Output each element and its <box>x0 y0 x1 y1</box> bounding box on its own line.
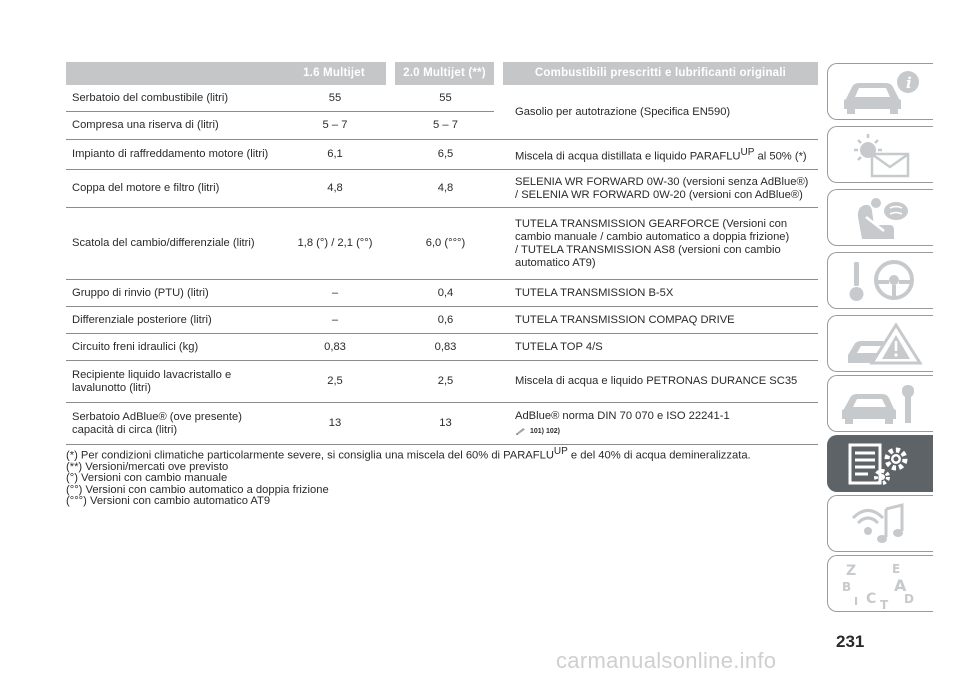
row-label: Differenziale posteriore (litri) <box>66 306 282 333</box>
page-number: 231 <box>836 632 865 651</box>
footnote: (°°) Versioni con cambio automatico a doppia frizione <box>66 483 329 496</box>
row-value-2: 6,0 (°°°) <box>395 207 494 279</box>
tab-safety[interactable] <box>827 189 933 246</box>
index-letter: D <box>903 591 914 606</box>
tab-index[interactable] <box>827 555 933 612</box>
row-product: AdBlue® norma DIN 70 070 e ISO 22241-1 101) 102) <box>503 402 818 444</box>
row-product: Miscela di acqua e liquido PETRONAS DURANCE SC35 <box>503 360 818 402</box>
header-products: Combustibili prescritti e lubrificanti originali <box>503 62 818 85</box>
row-value-2: 0,4 <box>395 279 494 306</box>
tab-technical-data[interactable] <box>827 435 933 492</box>
warning-lights-icon <box>838 132 924 178</box>
table-row <box>66 279 818 306</box>
steering-key-icon <box>838 258 924 304</box>
svg-text:i: i <box>905 73 912 92</box>
tab-emergency[interactable] <box>827 315 933 372</box>
row-product: TUTELA TOP 4/S <box>503 333 818 360</box>
watermark: carmanualsonline.info <box>556 648 777 673</box>
header-engine-2: 2.0 Multijet (**) <box>395 62 494 85</box>
row-value-1: – <box>282 279 386 306</box>
index-letter: E <box>891 561 900 576</box>
row-value-1: 6,1 <box>282 139 386 169</box>
header-engine-1: 1.6 Multijet <box>282 62 386 85</box>
row-value-1: 4,8 <box>282 169 386 207</box>
row-value-1: 13 <box>282 402 386 444</box>
row-label: Impianto di raffreddamento motore (litri) <box>66 139 282 169</box>
row-label: Scatola del cambio/differenziale (litri) <box>66 207 282 279</box>
index-letter: T <box>879 597 888 609</box>
row-product: Miscela di acqua distillata e liquido PARAFLUUP al 50% (*) <box>503 139 818 169</box>
row-label: Coppa del motore e filtro (litri) <box>66 169 282 207</box>
tab-warning-lights[interactable] <box>827 126 933 183</box>
alphabetical-index-icon <box>838 559 924 609</box>
footnote: (°°°) Versioni con cambio automatico AT9 <box>66 494 271 507</box>
tab-multimedia[interactable] <box>827 495 933 552</box>
footnote: (*) Per condizioni climatiche particolarmente severe, si consiglia una miscela del 60% di PARAFLUUP e del 40% di acqua demineralizzata. <box>66 446 751 462</box>
row-value-2: 5 – 7 <box>395 111 494 139</box>
row-value-2: 4,8 <box>395 169 494 207</box>
tab-car-info[interactable] <box>827 63 933 120</box>
row-value-2: 13 <box>395 402 494 444</box>
row-value-1: 2,5 <box>282 360 386 402</box>
pencil-reference-icon <box>515 427 526 435</box>
header-empty <box>66 62 282 85</box>
index-letter: A <box>893 575 906 595</box>
airbag-seat-icon <box>838 195 924 241</box>
cross-reference[interactable]: 101) 102) <box>515 425 814 438</box>
table-row <box>66 333 818 360</box>
table-row <box>66 360 818 402</box>
row-value-2: 2,5 <box>395 360 494 402</box>
row-value-1: – <box>282 306 386 333</box>
fluids-table <box>66 62 818 445</box>
row-value-1: 0,83 <box>282 333 386 360</box>
table-row <box>66 169 818 207</box>
car-info-icon <box>838 69 924 115</box>
car-maintenance-icon <box>838 381 924 427</box>
row-label: Compresa una riserva di (litri) <box>66 111 282 139</box>
row-value-2: 55 <box>395 85 494 111</box>
row-value-2: 0,83 <box>395 333 494 360</box>
table-row <box>66 306 818 333</box>
row-label: Gruppo di rinvio (PTU) (litri) <box>66 279 282 306</box>
row-value-1: 1,8 (°) / 2,1 (°°) <box>282 207 386 279</box>
row-product: SELENIA WR FORWARD 0W-30 (versioni senza AdBlue®) / SELENIA WR FORWARD 0W-20 (versioni con AdBlue®) <box>503 169 818 207</box>
tab-starting-driving[interactable] <box>827 252 933 309</box>
row-product: Gasolio per autotrazione (Specifica EN590) <box>503 85 818 139</box>
footnote: (°) Versioni con cambio manuale <box>66 472 228 485</box>
footnotes <box>66 446 826 507</box>
row-label: Recipiente liquido lavacristallo e lavalunotto (litri) <box>66 360 282 402</box>
tab-maintenance[interactable] <box>827 375 933 432</box>
table-row <box>66 207 818 279</box>
row-product: TUTELA TRANSMISSION GEARFORCE (Versioni con cambio manuale / cambio automatico a doppia frizione) / TUTELA TRANSMISSION AS8 (versioni con cambio automatico AT9) <box>503 207 818 279</box>
row-value-2: 0,6 <box>395 306 494 333</box>
index-letter: I <box>853 594 858 608</box>
row-label: Serbatoio AdBlue® (ove presente) capacità di circa (litri) <box>66 402 282 444</box>
row-product: TUTELA TRANSMISSION B-5X <box>503 279 818 306</box>
table-row <box>66 85 818 111</box>
breakdown-icon <box>838 321 924 367</box>
table-header-row <box>66 62 818 85</box>
technical-data-icon <box>838 441 924 487</box>
index-letter: B <box>841 579 851 594</box>
table-row <box>66 402 818 444</box>
row-value-2: 6,5 <box>395 139 494 169</box>
index-letter: C <box>865 590 876 607</box>
multimedia-icon <box>838 501 924 547</box>
row-value-1: 55 <box>282 85 386 111</box>
row-product: TUTELA TRANSMISSION COMPAQ DRIVE <box>503 306 818 333</box>
row-value-1: 5 – 7 <box>282 111 386 139</box>
footnote: (**) Versioni/mercati ove previsto <box>66 461 229 474</box>
row-label: Circuito freni idraulici (kg) <box>66 333 282 360</box>
index-letter: Z <box>845 562 856 579</box>
table-row <box>66 139 818 169</box>
row-label: Serbatoio del combustibile (litri) <box>66 85 282 111</box>
